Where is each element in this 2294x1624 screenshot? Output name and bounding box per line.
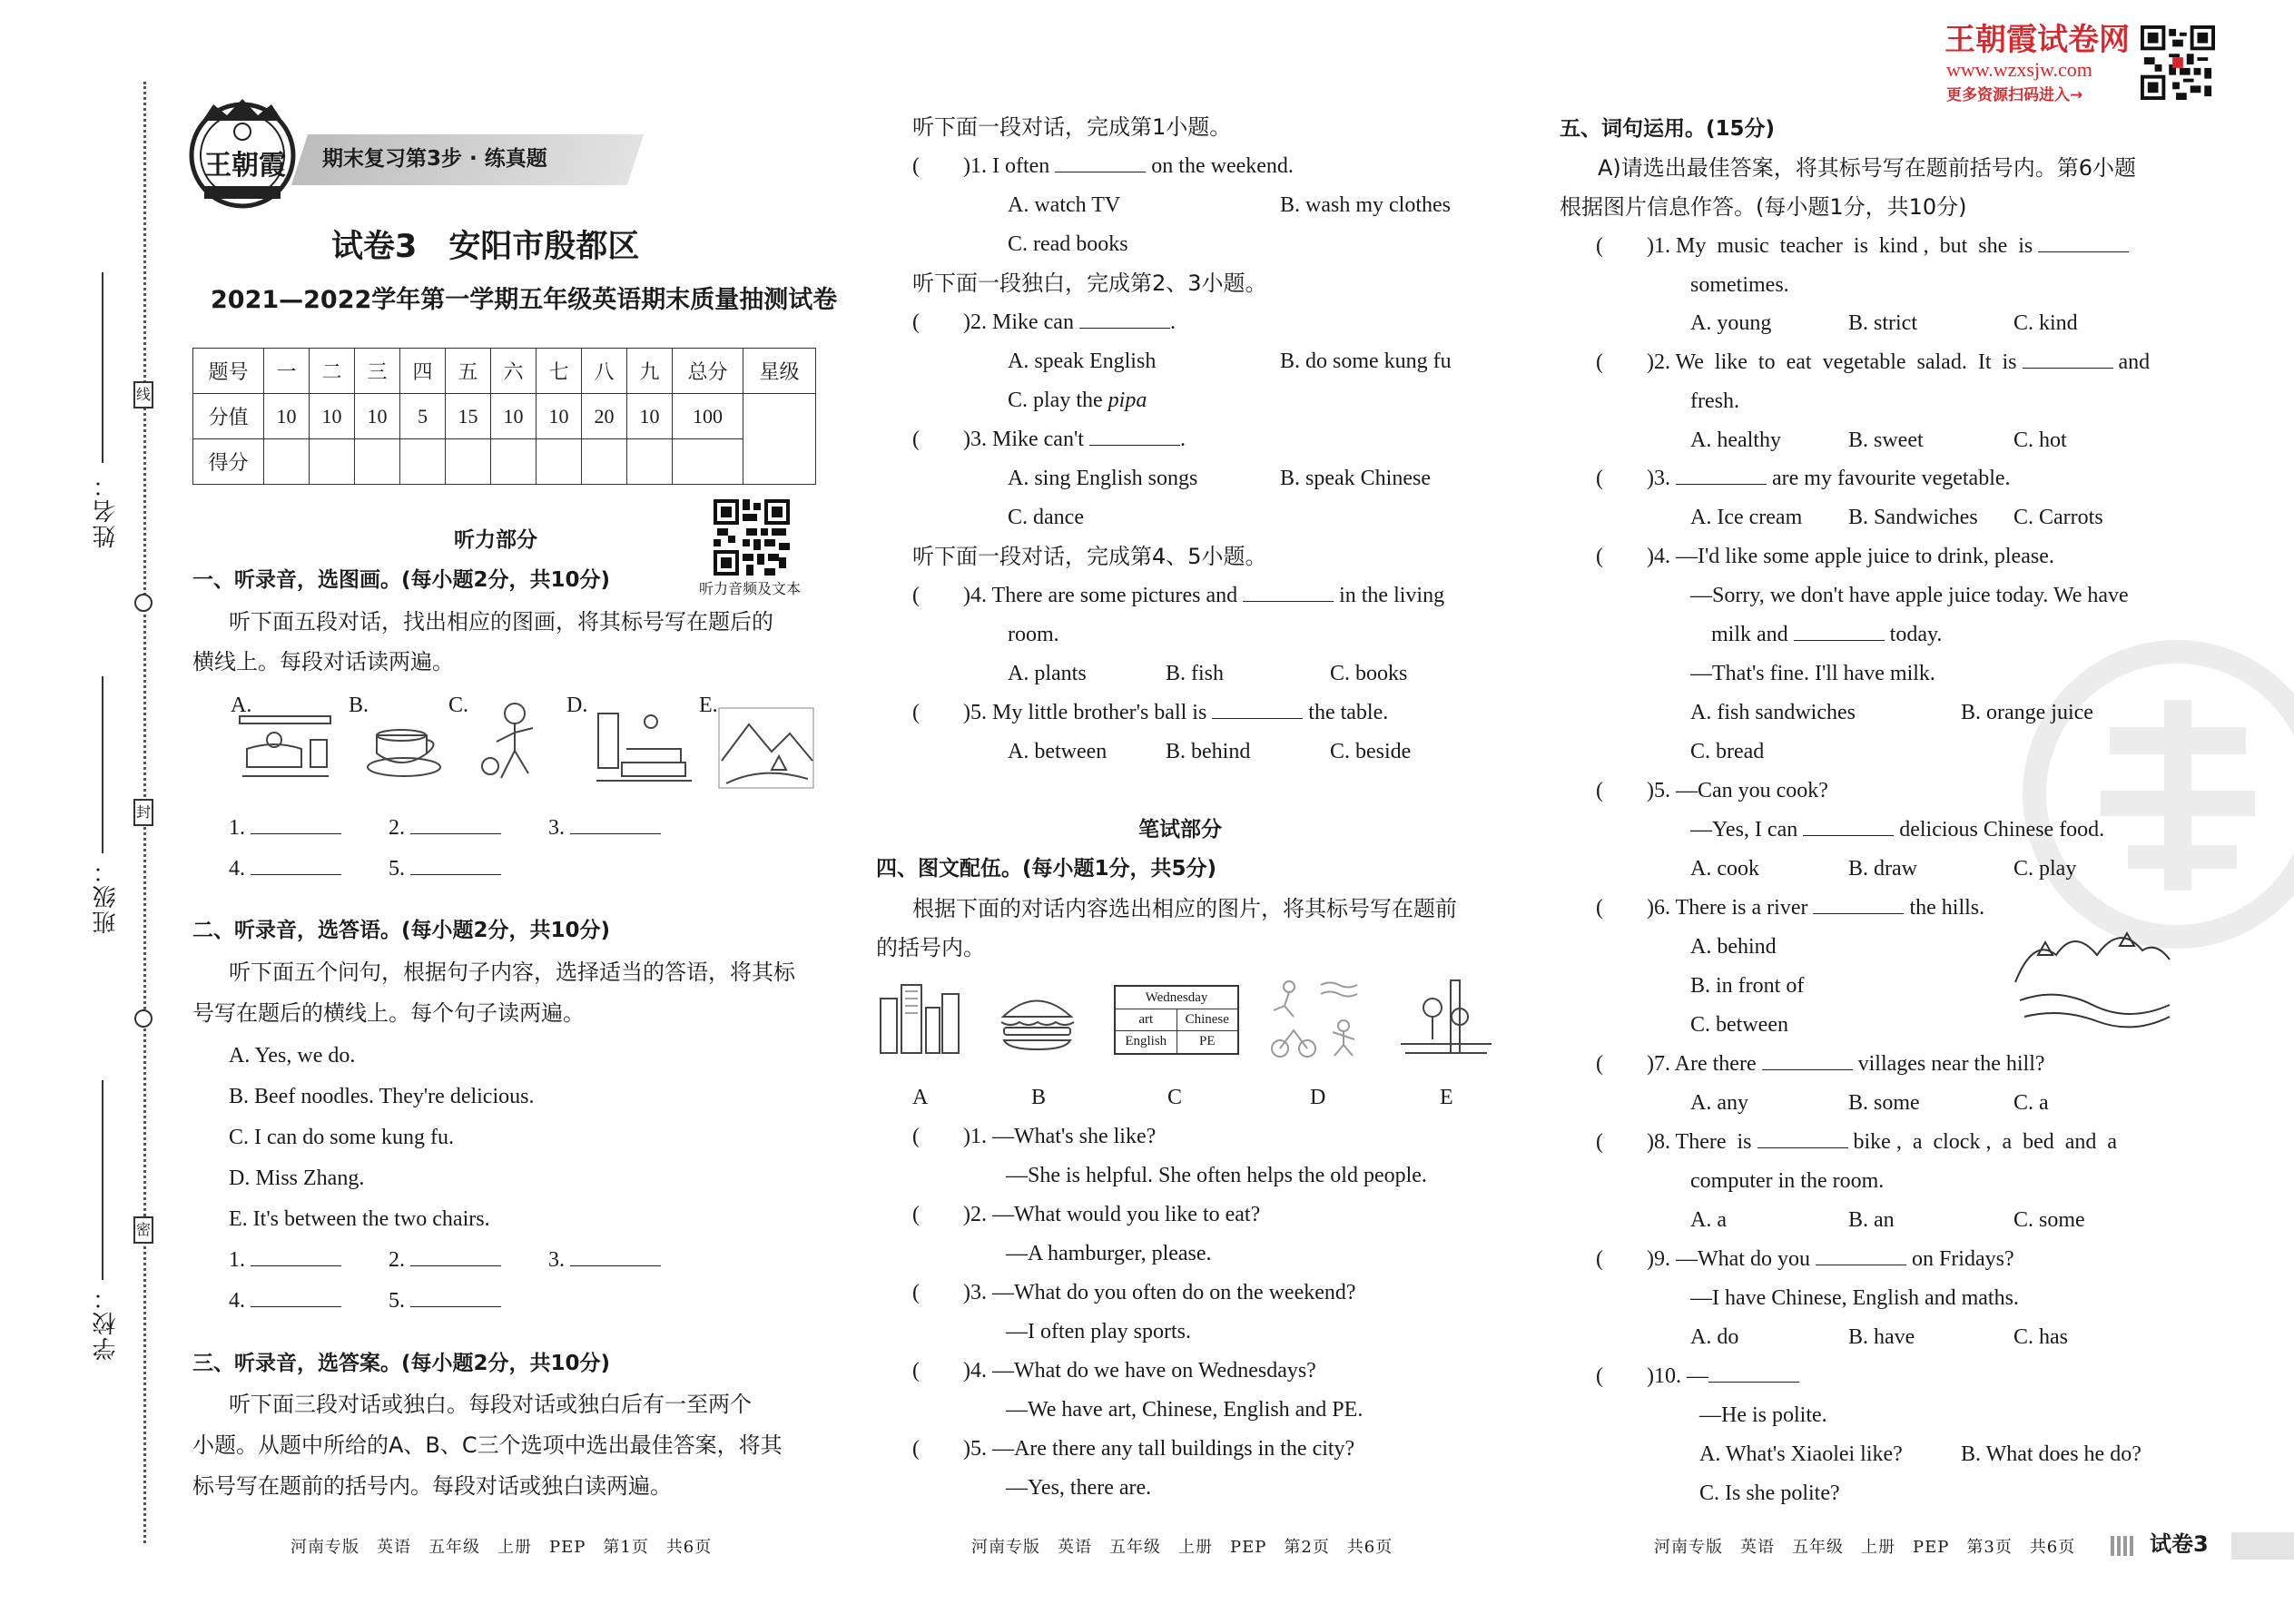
option: C. some <box>2013 1208 2085 1232</box>
option: C. a <box>2013 1091 2049 1115</box>
watermark-url[interactable]: www.wzxsjw.com <box>1946 58 2092 81</box>
answer-paren[interactable]: ( ) <box>1596 1364 1654 1388</box>
score-input-cell[interactable] <box>537 439 582 485</box>
score-cell: 七 <box>537 349 582 394</box>
option: A. do <box>1690 1325 1739 1349</box>
picture-a-bathroom-icon <box>238 713 338 789</box>
option: A. any <box>1690 1091 1748 1115</box>
match-answer: —I often play sports. <box>1006 1320 1191 1343</box>
score-cell: 10 <box>355 394 400 439</box>
score-cell: 题号 <box>193 349 264 394</box>
answer-paren[interactable]: ( ) <box>912 1437 970 1461</box>
pic-label: C <box>1167 1086 1183 1109</box>
score-cell: 四 <box>400 349 446 394</box>
option: C. kind <box>2013 311 2078 335</box>
question-cont: computer in the room. <box>1690 1169 1885 1193</box>
option: C. beside <box>1330 740 1412 763</box>
score-table <box>192 348 816 485</box>
answer-blank[interactable]: 5. <box>389 855 501 882</box>
answer-option: B. Beef noodles. They're delicious. <box>229 1085 535 1108</box>
watermark-slogan: 更多资源扫码进入→ <box>1946 86 2083 104</box>
score-cell: 星级 <box>743 349 816 394</box>
option: A. Ice cream <box>1690 506 1803 529</box>
option: A. cook <box>1690 857 1759 881</box>
answer-paren[interactable]: ( ) <box>912 584 970 607</box>
timetable-cell: PE <box>1198 1034 1216 1048</box>
picture-d-sports-icon <box>1266 976 1366 1066</box>
picture-a-city-icon <box>876 980 962 1061</box>
score-cell: 20 <box>582 394 627 439</box>
cut-mark-feng: 封 <box>133 799 153 826</box>
page-subtitle: 2021—2022学年第一学期五年级英语期末质量抽测试卷 <box>211 286 838 314</box>
score-cell: 五 <box>446 349 491 394</box>
question-q4: ( )4. There are some pictures and in the living <box>912 584 1445 607</box>
option: C. play <box>2013 857 2077 881</box>
binding-hole-1 <box>134 594 153 612</box>
picture-d-livingroom-icon <box>595 708 694 789</box>
section-4-title: 四、图文配伍。(每小题1分，共5分) <box>876 857 1217 881</box>
match-question: ( )3. —What do you often do on the weekend? <box>912 1281 1356 1304</box>
option: C. play the pipa <box>1008 389 1147 412</box>
answer-paren[interactable]: ( ) <box>912 1125 970 1148</box>
answer-blank[interactable]: 3. <box>548 1246 661 1274</box>
question-cont: sometimes. <box>1690 273 1789 297</box>
timetable-cell: Chinese <box>1185 1012 1229 1027</box>
option: B. do some kung fu <box>1280 349 1452 373</box>
question-s5-10: ( )10. — <box>1596 1363 1799 1390</box>
question-q3: ( )3. Mike can't . <box>912 428 1186 451</box>
option: A. watch TV <box>1008 193 1121 217</box>
dialog-intro: 听下面一段独白，完成第2、3小题。 <box>912 271 1267 296</box>
answer-paren[interactable]: ( ) <box>1596 896 1654 920</box>
score-input-cell[interactable] <box>673 439 743 485</box>
section-1-title: 一、听录音，选图画。(每小题2分，共10分) <box>192 568 611 592</box>
answer-paren[interactable]: ( ) <box>1596 1247 1654 1271</box>
option: C. Carrots <box>2013 506 2103 529</box>
option: A. What's Xiaolei like? <box>1699 1442 1903 1466</box>
answer-paren[interactable]: ( ) <box>1596 1052 1654 1076</box>
option: B. wash my clothes <box>1280 193 1451 217</box>
question-s5-2: ( )2. We like to eat vegetable salad. It is and <box>1596 350 2151 374</box>
page-footer: 河南专版 英语 五年级 上册 PEP 第3页 共6页 <box>1654 1538 2076 1557</box>
score-table-header-row <box>193 349 816 394</box>
school-label: 学校： <box>93 1284 120 1361</box>
answer-paren[interactable]: ( ) <box>1596 779 1654 802</box>
section-4-instruction: 的括号内。 <box>876 935 985 960</box>
option: C. has <box>2013 1325 2068 1349</box>
question-cont: —He is polite. <box>1699 1403 1827 1427</box>
answer-option: D. Miss Zhang. <box>229 1166 365 1190</box>
brand-logo <box>186 95 300 209</box>
question-s5-9: ( )9. —What do you on Fridays? <box>1596 1247 2014 1271</box>
score-cell: 10 <box>627 394 673 439</box>
question-cont: —Sorry, we don't have apple juice today. We have <box>1690 584 2129 607</box>
option: C. between <box>1690 1013 1788 1037</box>
name-field-line[interactable] <box>102 272 103 463</box>
answer-option: C. I can do some kung fu. <box>229 1126 454 1149</box>
match-answer: —She is helpful. She often helps the old people. <box>1006 1164 1427 1187</box>
class-field-line[interactable] <box>102 676 103 853</box>
option: A. speak English <box>1008 349 1157 373</box>
section-1-instruction: 横线上。每段对话读两遍。 <box>192 649 454 674</box>
river-hills-picture-icon <box>2011 919 2174 1036</box>
pic-label: A <box>912 1086 929 1109</box>
option: B. sweet <box>1848 428 1924 452</box>
match-question: ( )5. —Are there any tall buildings in the city? <box>912 1437 1355 1461</box>
score-cell: 一 <box>264 349 310 394</box>
timetable-cell: English <box>1116 1031 1177 1053</box>
pic-label: E <box>1440 1086 1453 1109</box>
answer-paren[interactable]: ( ) <box>1596 467 1654 490</box>
option: A. between <box>1008 740 1108 763</box>
option: B. What does he do? <box>1961 1442 2141 1466</box>
score-cell: 得分 <box>193 439 264 485</box>
answer-blank[interactable]: 5. <box>389 1287 501 1314</box>
option: B. speak Chinese <box>1280 467 1431 490</box>
option: B. orange juice <box>1961 701 2093 724</box>
section-4-instruction: 根据下面的对话内容选出相应的图片，将其标号写在题前 <box>912 896 1457 921</box>
name-label: 姓名： <box>93 472 120 548</box>
cut-mark-xian: 线 <box>133 381 153 408</box>
question-s5-6: ( )6. There is a river the hills. <box>1596 896 1985 920</box>
question-s5-1: ( )1. My music teacher is kind , but she is <box>1596 232 2129 260</box>
section-5-instruction: A)请选出最佳答案，将其标号写在题前括号内。第6小题 <box>1598 155 2137 181</box>
score-cell: 九 <box>627 349 673 394</box>
option: B. in front of <box>1690 974 1805 998</box>
pic-label: B <box>1031 1086 1047 1109</box>
option: A. a <box>1690 1208 1727 1232</box>
option: A. behind <box>1690 935 1777 959</box>
question-s5-8: ( )8. There is bike , a clock , a bed and a <box>1596 1130 2118 1154</box>
score-input-cell[interactable] <box>446 439 491 485</box>
score-cell: 总分 <box>673 349 743 394</box>
pic-label: D <box>1310 1086 1326 1109</box>
option: A. healthy <box>1690 428 1781 452</box>
score-cell: 10 <box>491 394 537 439</box>
picture-b-cup-icon <box>363 717 445 784</box>
option: C. Is she polite? <box>1699 1481 1840 1505</box>
option: B. fish <box>1166 662 1225 685</box>
section-3-instruction: 听下面三段对话或独白。每段对话或独白后有一至两个 <box>229 1392 752 1417</box>
page-title: 试卷3 安阳市殷都区 <box>331 229 640 265</box>
option: A. fish sandwiches <box>1690 701 1856 724</box>
option: B. an <box>1848 1208 1895 1232</box>
answer-blank[interactable]: 4. <box>229 855 341 882</box>
match-question: ( )1. —What's she like? <box>912 1125 1157 1148</box>
answer-blank[interactable]: 2. <box>389 1246 501 1274</box>
watermark-qr-icon[interactable] <box>2141 25 2215 103</box>
pic-label: C. <box>448 694 469 717</box>
score-cell: 三 <box>355 349 400 394</box>
section-3-instruction: 小题。从题中所给的A、B、C三个选项中选出最佳答案，将其 <box>192 1432 783 1458</box>
pic-label: E. <box>699 694 718 717</box>
score-cell: 15 <box>446 394 491 439</box>
score-input-cell[interactable] <box>310 439 355 485</box>
score-input-cell[interactable] <box>491 439 537 485</box>
question-cont: —That's fine. I'll have milk. <box>1690 662 1935 685</box>
option: A. plants <box>1008 662 1087 685</box>
question-q1: ( )1. I often on the weekend. <box>912 154 1294 178</box>
option: B. have <box>1848 1325 1915 1349</box>
answer-paren[interactable]: ( ) <box>912 1359 970 1383</box>
option: B. draw <box>1848 857 1917 881</box>
answer-option: A. Yes, we do. <box>229 1044 356 1068</box>
question-s5-5: ( )5. —Can you cook? <box>1596 779 1828 802</box>
question-cont: —Yes, I can delicious Chinese food. <box>1690 818 2105 842</box>
option: B. some <box>1848 1091 1920 1115</box>
answer-paren[interactable]: ( ) <box>1596 1130 1654 1154</box>
score-table-score-row <box>193 439 816 485</box>
score-input-cell[interactable] <box>355 439 400 485</box>
answer-blank[interactable]: 1. <box>229 814 341 842</box>
qr-caption: 听力音频及文本 <box>699 580 802 597</box>
dialog-intro: 听下面一段对话，完成第1小题。 <box>912 114 1232 140</box>
page-footer: 河南专版 英语 五年级 上册 PEP 第1页 共6页 <box>290 1538 713 1557</box>
listening-qr-icon[interactable] <box>714 499 790 579</box>
star-rating-cell[interactable] <box>743 394 816 485</box>
corner-hatch-icon <box>2111 1536 2136 1556</box>
section-5-title: 五、词句运用。(15分) <box>1560 117 1776 141</box>
question-q4-cont: room. <box>1008 623 1059 646</box>
section-2-instruction: 听下面五个问句，根据句子内容，选择适当的答语，将其标 <box>229 960 795 985</box>
section-2-title: 二、听录音，选答语。(每小题2分，共10分) <box>192 919 611 942</box>
answer-paren[interactable]: ( ) <box>1596 234 1654 258</box>
answer-blank[interactable]: 1. <box>229 1246 341 1274</box>
section-5-instruction: 根据图片信息作答。(每小题1分，共10分) <box>1560 194 1967 220</box>
score-cell: 5 <box>400 394 446 439</box>
watermark-name: 王朝霞试卷网 <box>1944 22 2130 58</box>
answer-paren[interactable]: ( ) <box>912 310 970 334</box>
match-question: ( )2. —What would you like to eat? <box>912 1203 1261 1226</box>
match-question: ( )4. —What do we have on Wednesdays? <box>912 1359 1316 1383</box>
option: B. strict <box>1848 311 1917 335</box>
logo-text: 王朝霞 <box>204 150 286 182</box>
score-input-cell[interactable] <box>264 439 310 485</box>
option: C. read books <box>1008 232 1128 256</box>
answer-paren[interactable]: ( ) <box>1596 545 1654 568</box>
question-cont: milk and today. <box>1711 623 1943 646</box>
option: A. sing English songs <box>1008 467 1198 490</box>
timetable-cell: art <box>1116 1009 1177 1030</box>
score-input-cell[interactable] <box>582 439 627 485</box>
option: B. Sandwiches <box>1848 506 1978 529</box>
question-q2: ( )2. Mike can . <box>912 310 1176 334</box>
picture-e-landscape-icon <box>717 706 817 793</box>
section-2-instruction: 号写在题后的横线上。每个句子读两遍。 <box>192 1000 585 1026</box>
section-1-instruction: 听下面五段对话，找出相应的图画，将其标号写在题后的 <box>229 609 773 635</box>
pic-label: B. <box>349 694 369 717</box>
seal-watermark-icon <box>2023 640 2294 949</box>
section-3-instruction: 标号写在题前的括号内。每段对话或独白读两遍。 <box>192 1473 672 1499</box>
section-3-title: 三、听录音，选答案。(每小题2分，共10分) <box>192 1352 611 1375</box>
answer-paren[interactable]: ( ) <box>912 701 970 724</box>
option: B. behind <box>1166 740 1251 763</box>
option: A. young <box>1690 311 1772 335</box>
listening-section-title: 听力部分 <box>454 528 537 552</box>
picture-e-helping-icon <box>1396 976 1496 1066</box>
writing-section-title: 笔试部分 <box>1138 818 1222 842</box>
score-input-cell[interactable] <box>627 439 673 485</box>
score-cell: 100 <box>673 394 743 439</box>
option: C. dance <box>1008 506 1084 529</box>
pic-label: D. <box>566 694 588 717</box>
binding-hole-2 <box>134 1009 153 1028</box>
answer-paren[interactable]: ( ) <box>912 1203 970 1226</box>
cut-mark-mi: 密 <box>133 1216 153 1244</box>
score-cell: 分值 <box>193 394 264 439</box>
answer-paren[interactable]: ( ) <box>1596 350 1654 374</box>
corner-tag: 试卷3 <box>2150 1531 2209 1557</box>
picture-c-basketball-boy-icon <box>474 701 546 791</box>
question-s5-3: ( )3. are my favourite vegetable. <box>1596 467 2011 490</box>
score-cell: 二 <box>310 349 355 394</box>
answer-blank[interactable]: 2. <box>389 814 501 842</box>
picture-b-hamburger-icon <box>999 989 1076 1057</box>
score-cell: 10 <box>264 394 310 439</box>
question-q5: ( )5. My little brother's ball is the table. <box>912 701 1389 724</box>
score-table-value-row <box>193 394 816 439</box>
class-label: 班级： <box>93 858 120 934</box>
score-cell: 六 <box>491 349 537 394</box>
page-footer: 河南专版 英语 五年级 上册 PEP 第2页 共6页 <box>971 1538 1393 1557</box>
option: C. books <box>1330 662 1408 685</box>
option: C. hot <box>2013 428 2067 452</box>
question-cont: —I have Chinese, English and maths. <box>1690 1286 2019 1310</box>
answer-paren[interactable]: ( ) <box>912 1281 970 1304</box>
answer-option: E. It's between the two chairs. <box>229 1207 490 1231</box>
answer-paren[interactable]: ( ) <box>912 428 970 451</box>
question-s5-7: ( )7. Are there villages near the hill? <box>1596 1052 2045 1076</box>
answer-blank[interactable]: 4. <box>229 1287 341 1314</box>
school-field-line[interactable] <box>102 1080 103 1280</box>
answer-blank[interactable]: 3. <box>548 814 661 842</box>
score-cell: 10 <box>537 394 582 439</box>
corner-tab <box>2231 1532 2294 1560</box>
picture-c-timetable <box>1114 985 1239 1055</box>
match-answer: —We have art, Chinese, English and PE. <box>1006 1398 1364 1422</box>
match-answer: —A hamburger, please. <box>1006 1242 1212 1265</box>
question-s5-4: ( )4. —I'd like some apple juice to drink, please. <box>1596 545 2054 568</box>
option: C. bread <box>1690 740 1765 763</box>
pic-label: A. <box>231 694 252 717</box>
dialog-intro: 听下面一段对话，完成第4、5小题。 <box>912 544 1267 569</box>
score-input-cell[interactable] <box>400 439 446 485</box>
score-cell: 10 <box>310 394 355 439</box>
answer-paren[interactable]: ( ) <box>912 154 970 178</box>
timetable-day: Wednesday <box>1116 987 1237 1009</box>
series-label: 期末复习第3步 · 练真题 <box>322 147 547 171</box>
match-answer: —Yes, there are. <box>1006 1476 1152 1500</box>
question-cont: fresh. <box>1690 389 1739 413</box>
score-cell: 八 <box>582 349 627 394</box>
